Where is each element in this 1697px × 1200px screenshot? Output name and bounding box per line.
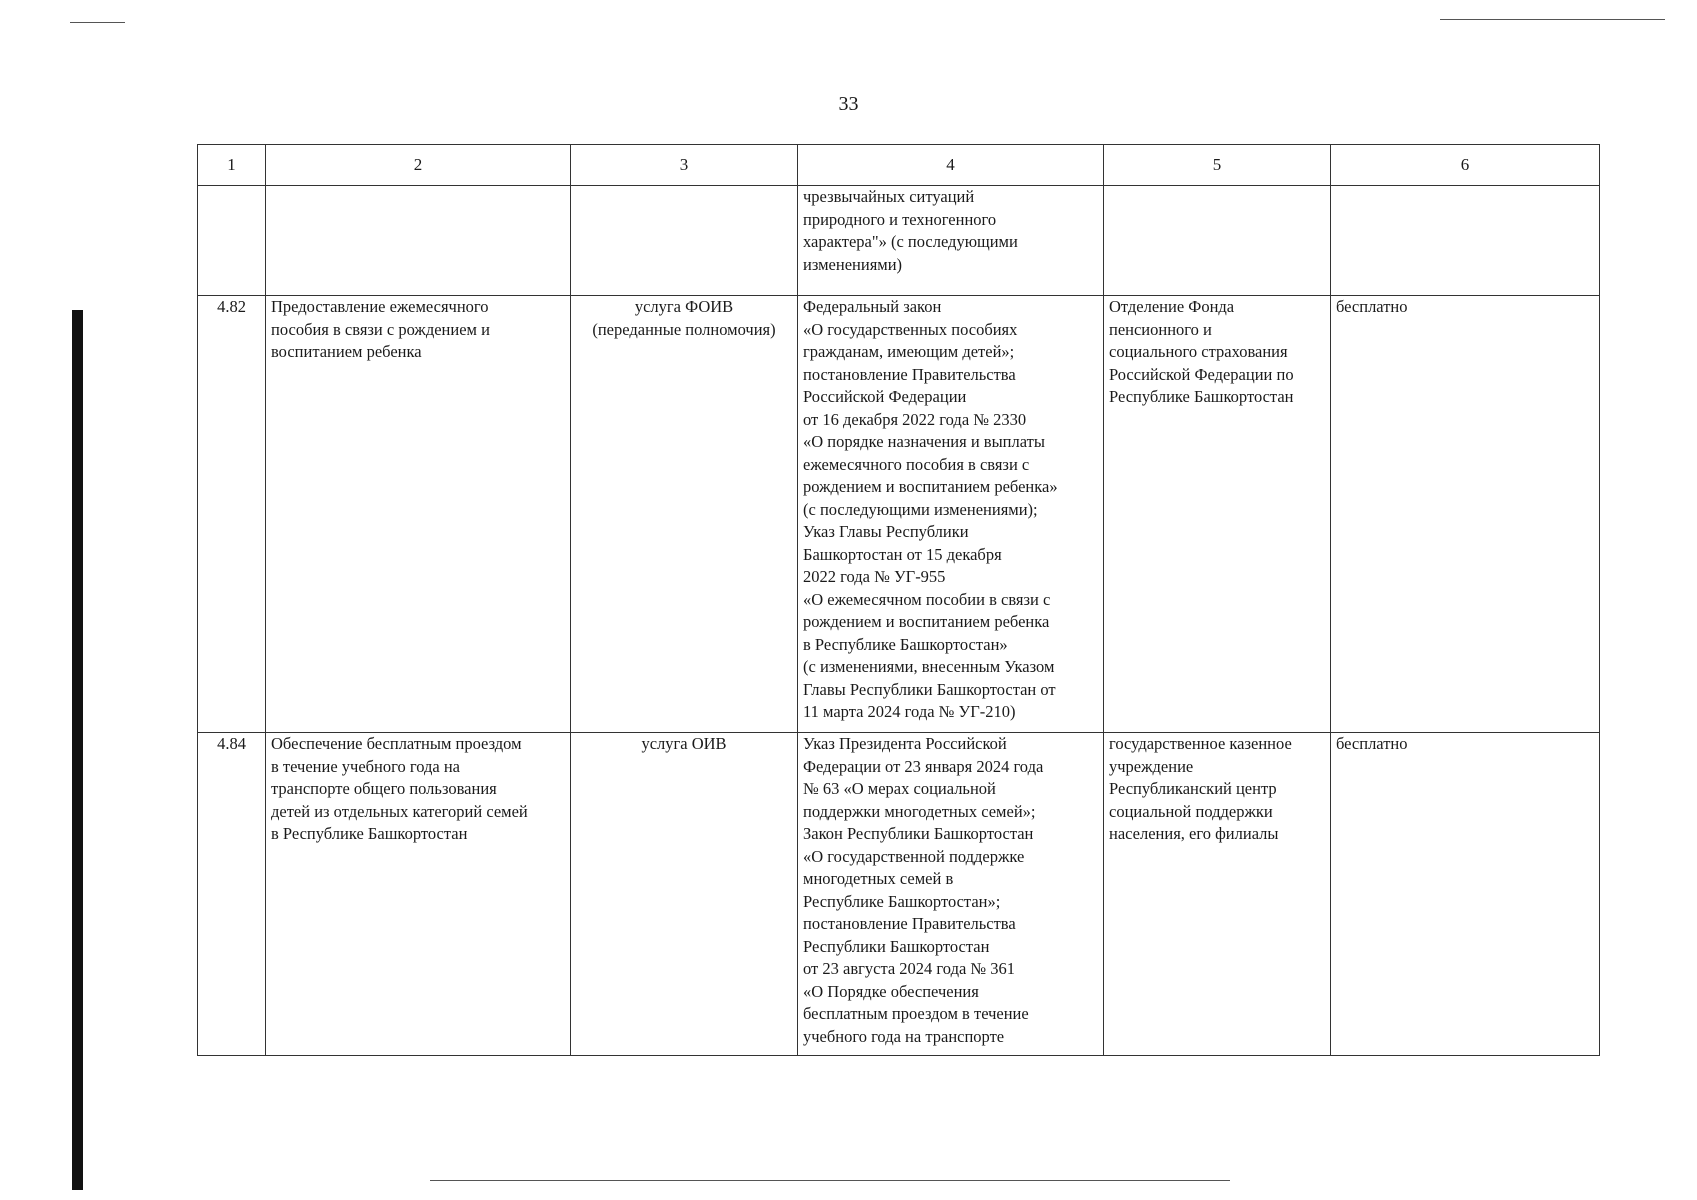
scan-edge-line-top-right: [1440, 19, 1665, 20]
cell-cost: бесплатно: [1331, 733, 1600, 1056]
cell-legal-basis: Федеральный закон «О государственных пособиях гражданам, имеющим детей»; постановление Правительства Российской Федерации от 16 декабря 2022 года № 2330 «О порядке назначения и выплаты ежемесячного пособия в связи с рождением и воспитанием ребенка» (с последующими изменениями); Указ Главы Республики Башкортостан от 15 декабря 2022 года № УГ-955 «О ежемесячном пособии в связи с рождением и воспитанием ребенка в Республике Башкортостан» (с изменениями, внесенным Указом Главы Республики Башкортостан от 11 марта 2024 года № УГ-210): [798, 296, 1104, 733]
cell-cost: [1331, 186, 1600, 296]
header-col-1: 1: [198, 145, 266, 186]
header-row: [198, 145, 1600, 186]
table-row-continuation: [198, 186, 1600, 296]
cell-name: Обеспечение бесплатным проездом в течение учебного года на транспорте общего пользования детей из отдельных категорий семей в Республике Башкортостан: [266, 733, 571, 1056]
page-number: 33: [838, 93, 859, 115]
cell-provider: государственное казенное учреждение Республиканский центр социальной поддержки населения, его филиалы: [1104, 733, 1331, 1056]
cell-provider: Отделение Фонда пенсионного и социального страхования Российской Федерации по Республике Башкортостан: [1104, 296, 1331, 733]
cell-provider: [1104, 186, 1331, 296]
cell-legal-basis: Указ Президента Российской Федерации от 23 января 2024 года № 63 «О мерах социальной поддержки многодетных семей»; Закон Республики Башкортостан «О государственной поддержке многодетных семей в Республике Башкортостан»; постановление Правительства Республики Башкортостан от 23 августа 2024 года № 361 «О Порядке обеспечения бесплатным проездом в течение учебного года на транспорте: [798, 733, 1104, 1056]
cell-name: Предоставление ежемесячного пособия в связи с рождением и воспитанием ребенка: [266, 296, 571, 733]
scan-edge-bar-left: [72, 310, 83, 1190]
header-col-2: 2: [266, 145, 571, 186]
cell-num: 4.84: [198, 733, 266, 1056]
cell-num: [198, 186, 266, 296]
services-table: [197, 144, 1600, 1056]
cell-type: услуга ФОИВ (переданные полномочия): [571, 296, 798, 733]
cell-cost: бесплатно: [1331, 296, 1600, 733]
header-col-5: 5: [1104, 145, 1331, 186]
header-col-4: 4: [798, 145, 1104, 186]
table-row: [198, 733, 1600, 1056]
scan-edge-line-bottom: [430, 1180, 1230, 1181]
cell-type: [571, 186, 798, 296]
header-col-6: 6: [1331, 145, 1600, 186]
cell-num: 4.82: [198, 296, 266, 733]
cell-type: услуга ОИВ: [571, 733, 798, 1056]
cell-legal-basis: чрезвычайных ситуаций природного и техногенного характера"» (с последующими изменениями): [798, 186, 1104, 296]
scan-edge-line-top-left: [70, 22, 125, 23]
table-row: [198, 296, 1600, 733]
cell-name: [266, 186, 571, 296]
header-col-3: 3: [571, 145, 798, 186]
